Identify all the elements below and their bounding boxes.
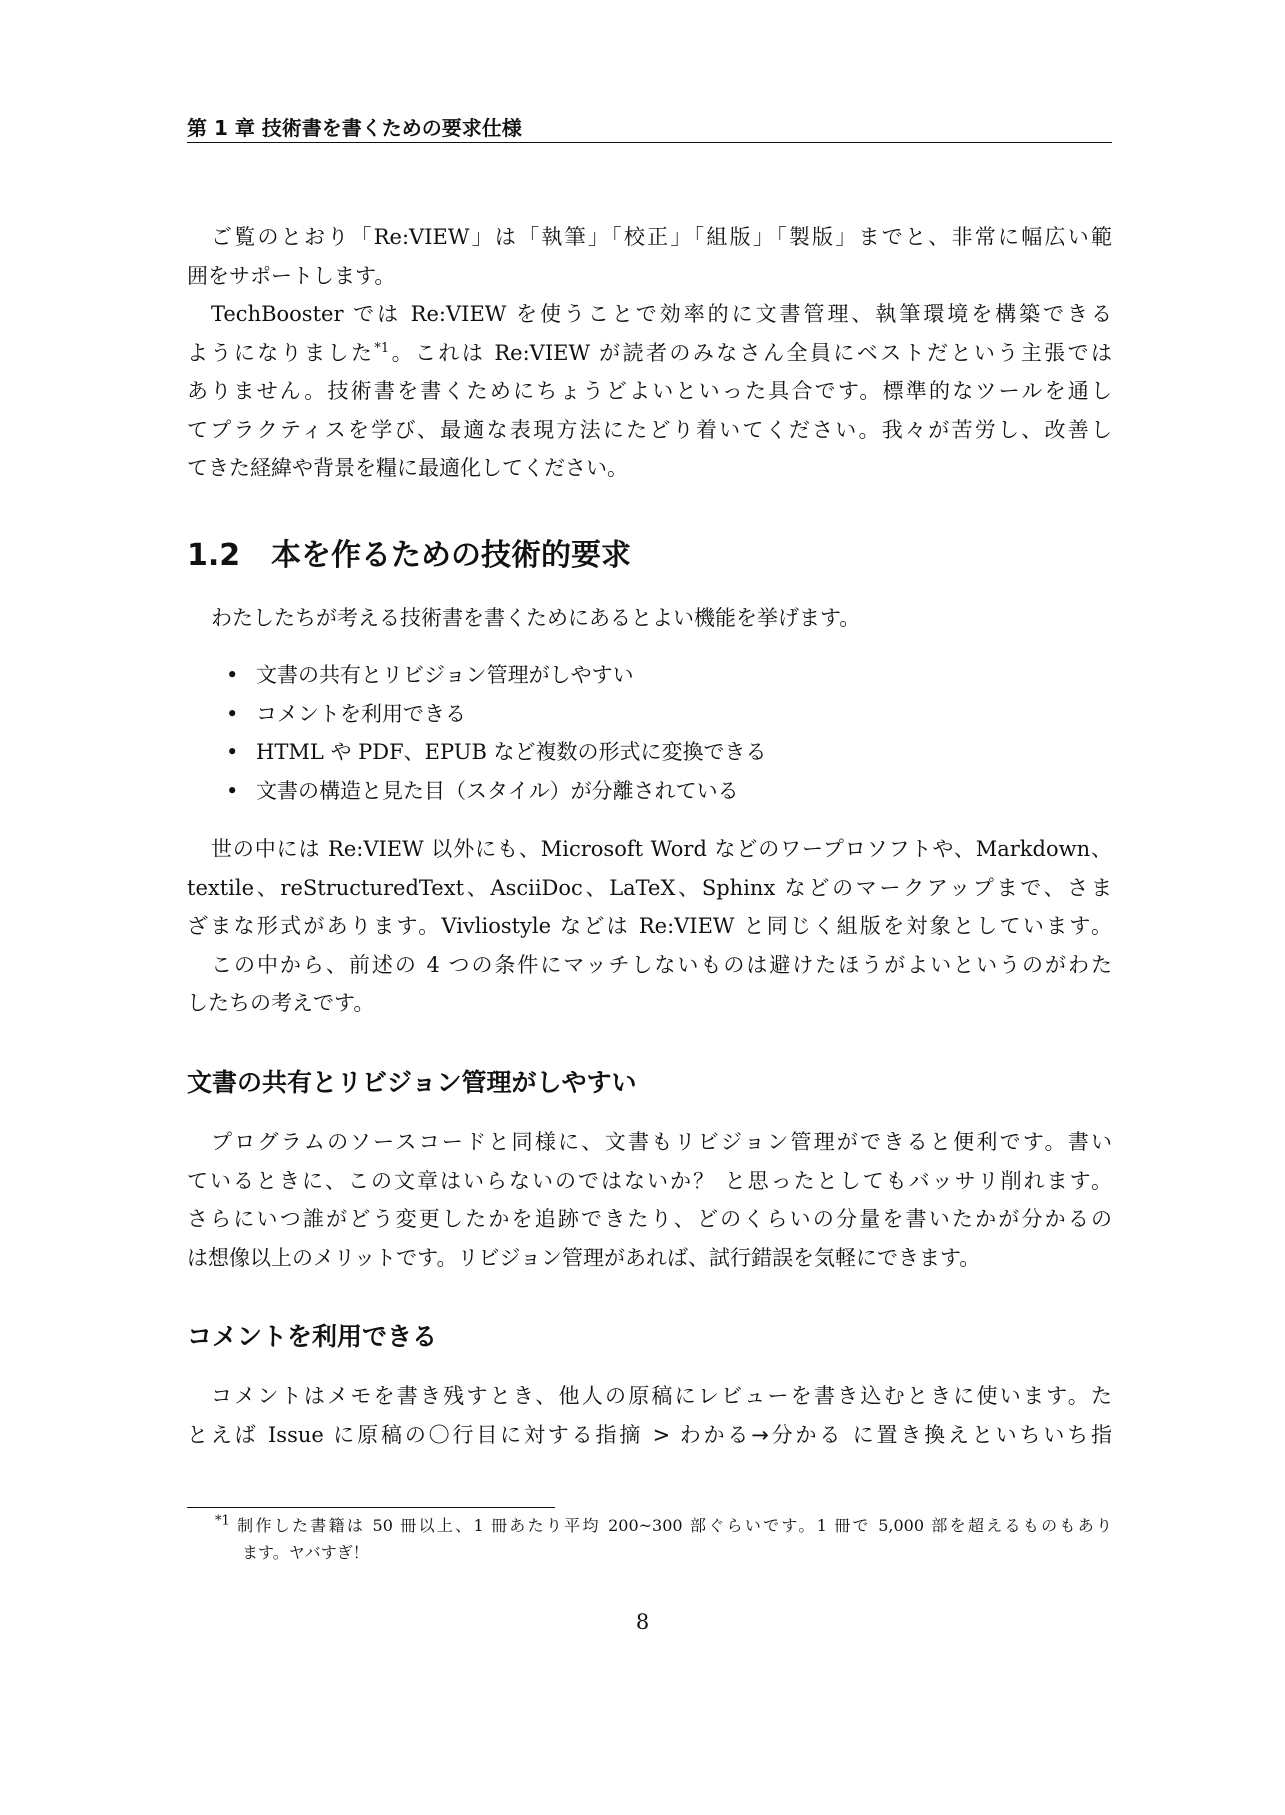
intro-paragraph bbox=[187, 218, 1112, 295]
footnote-divider bbox=[187, 1507, 555, 1508]
text-line: てきた経緯や背景を糧に最適化してください。 bbox=[187, 456, 628, 480]
requirements-list bbox=[226, 656, 767, 810]
subsection-heading: コメントを利用できる bbox=[187, 1322, 438, 1351]
footnote-mark: *1 bbox=[215, 1513, 230, 1529]
subsection-heading: 文書の共有とリビジョン管理がしやすい bbox=[187, 1068, 637, 1097]
revision-paragraph bbox=[187, 1123, 1112, 1277]
text-line: とえば Issue に原稿の〇行目に対する指摘 > わかる→分かる に置き換えといちいち指 bbox=[187, 1422, 1112, 1447]
text-line: さらにいつ誰がどう変更したかを追跡できたり、どのくらいの分量を書いたかが分かるの bbox=[187, 1207, 1112, 1231]
text-line: わたしたちが考える技術書を書くためにあるとよい機能を挙げます。 bbox=[211, 606, 861, 630]
bullet-icon: • bbox=[226, 778, 239, 803]
text-line: てプラクティスを学び、最適な表現方法にたどり着いてください。我々が苦労し、改善し bbox=[187, 417, 1112, 442]
footnote-reference[interactable]: *1 bbox=[374, 340, 390, 356]
list-item: • コメントを利用できる bbox=[226, 695, 767, 734]
text-line: ているときに、この文章はいらないのではないか？ と思ったとしてもバッサリ削れます。 bbox=[187, 1168, 1112, 1193]
list-item: • HTML や PDF、EPUB など複数の形式に変換できる bbox=[226, 733, 767, 772]
inline-code: 原稿の〇行目に対する指摘 > わかる→分かる bbox=[357, 1422, 844, 1447]
text-line: したちの考えです。 bbox=[187, 991, 375, 1015]
text-line: プログラムのソースコードと同様に、文書もリビジョン管理ができると便利です。書い bbox=[211, 1130, 1112, 1154]
text-line: 世の中には Re:VIEW 以外にも、Microsoft Word などのワープロソフトや、Markdown、 bbox=[211, 837, 1112, 861]
footnote: $^{*1}$ 制作した書籍は 50 冊以上、1 冊あたり平均 200~300 部ぐらいです。1 冊で 5,000 部を超えるものもあり ます。ヤバすぎ！ bbox=[215, 1513, 1112, 1562]
running-header: 第 1 章 技術書を書くための要求仕様 bbox=[187, 114, 1112, 143]
intro-paragraph-2 bbox=[187, 295, 1112, 488]
bullet-icon: • bbox=[226, 701, 239, 726]
text-line: textile、reStructuredText、AsciiDoc、LaTeX、Sphinx などのマークアップまで、さま bbox=[187, 875, 1112, 900]
list-item: • 文書の構造と見た目（スタイル）が分離されている bbox=[226, 772, 767, 811]
bullet-icon: • bbox=[226, 663, 239, 687]
text-line: ざまな形式があります。Vivliostyle などは Re:VIEW と同じく組版を対象としています。 bbox=[187, 914, 1112, 938]
formats-paragraph bbox=[187, 830, 1112, 1023]
text-line: ご覧のとおり「Re:VIEW」は「執筆」「校正」「組版」「製版」までと、非常に幅広い範 bbox=[211, 225, 1112, 249]
page-number: 8 bbox=[635, 1610, 650, 1634]
section-title: 本を作るための技術的要求 bbox=[271, 538, 631, 573]
section-heading bbox=[187, 536, 631, 576]
text-line: は想像以上のメリットです。リビジョン管理があれば、試行錯誤を気軽にできます。 bbox=[187, 1245, 981, 1270]
text-line: 囲をサポートします。 bbox=[187, 263, 396, 288]
text-line: ようになりました$^{*1}$。これは Re:VIEW が読者のみなさん全員にベストだという主張では bbox=[187, 340, 1112, 365]
text-line: ありません。技術書を書くためにちょうどよいといった具合です。標準的なツールを通し bbox=[187, 379, 1112, 403]
text-line: この中から、前述の 4 つの条件にマッチしないものは避けたほうがよいというのがわた bbox=[211, 952, 1112, 977]
section-lead bbox=[187, 599, 1112, 638]
list-item: • 文書の共有とリビジョン管理がしやすい bbox=[226, 656, 767, 695]
comment-paragraph bbox=[187, 1377, 1112, 1454]
bullet-icon: • bbox=[226, 740, 239, 764]
text-line: TechBooster では Re:VIEW を使うことで効率的に文書管理、執筆環境を構築できる bbox=[211, 302, 1112, 326]
text-line: コメントはメモを書き残すとき、他人の原稿にレビューを書き込むときに使います。た bbox=[211, 1384, 1112, 1408]
section-number: 1.2 bbox=[187, 538, 241, 573]
